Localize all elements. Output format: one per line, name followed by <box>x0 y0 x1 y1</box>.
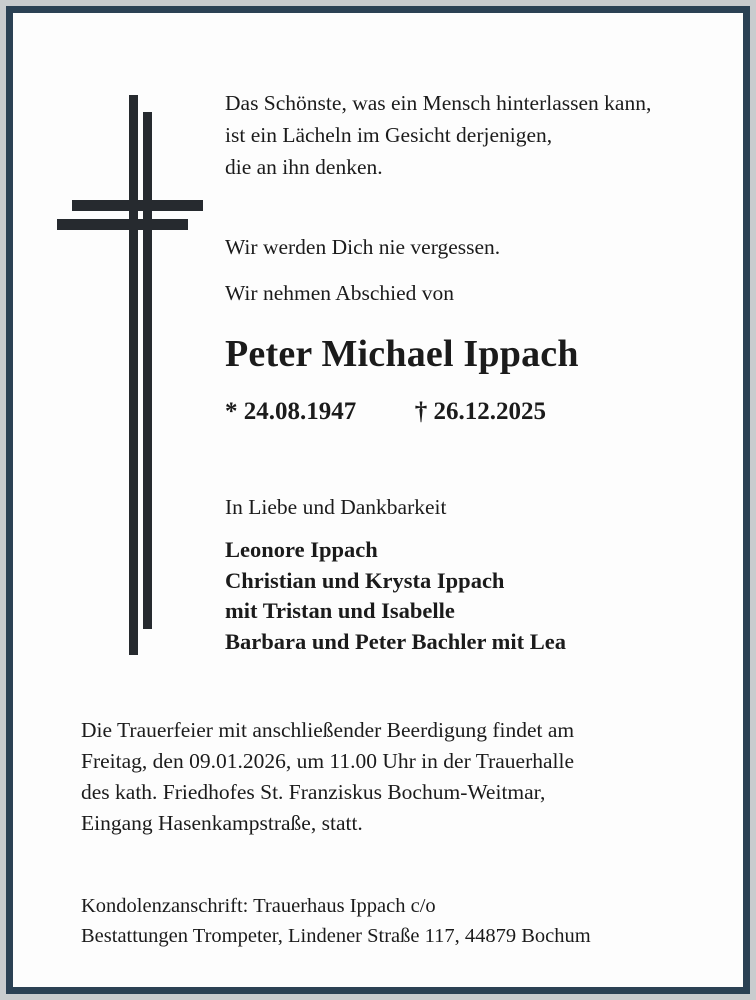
ceremony-line: des kath. Friedhofes St. Franziskus Bochum-Weitmar, <box>81 780 546 804</box>
death-date: 26.12.2025 <box>433 398 546 425</box>
condolence-line: Kondolenzanschrift: Trauerhaus Ippach c/o <box>81 895 436 917</box>
notice-border-frame <box>6 6 750 994</box>
life-dates <box>225 395 703 429</box>
family-member-line: Christian und Krysta Ippach <box>225 567 505 593</box>
farewell-line-remembrance: Wir werden Dich nie vergessen. <box>225 235 501 259</box>
cross-vertical-bar-front <box>129 95 138 655</box>
condolence-line: Bestattungen Trompeter, Lindener Straße 117, 44879 Bochum <box>81 925 591 947</box>
memorial-verse <box>225 87 703 183</box>
family-member-line: Leonore Ippach <box>225 537 378 562</box>
cross-horizontal-bar-lower <box>57 219 188 230</box>
farewell-line-intro: Wir nehmen Abschied von <box>225 281 455 305</box>
notice-content-area <box>13 13 743 987</box>
gratitude-line: In Liebe und Dankbarkeit <box>225 495 447 519</box>
birth-symbol: * <box>225 398 238 425</box>
ceremony-line: Die Trauerfeier mit anschließender Beerdigung findet am <box>81 718 575 742</box>
ceremony-details <box>81 715 703 839</box>
deceased-name: Peter Michael Ippach <box>225 333 579 375</box>
death-symbol: † <box>414 398 428 425</box>
ceremony-line: Eingang Hasenkampstraße, statt. <box>81 811 363 835</box>
family-member-line: mit Tristan und Isabelle <box>225 598 455 623</box>
condolence-address <box>81 891 703 951</box>
cross-horizontal-bar-upper <box>72 200 203 211</box>
verse-line-3: die an ihn denken. <box>225 155 383 179</box>
verse-line-1: Das Schönste, was ein Mensch hinterlassen kann, <box>225 91 652 115</box>
christian-cross-icon <box>49 87 239 667</box>
family-members-list <box>225 535 703 657</box>
ceremony-line: Freitag, den 09.01.2026, um 11.00 Uhr in der Trauerhalle <box>81 749 575 773</box>
verse-line-2: ist ein Lächeln im Gesicht derjenigen, <box>225 123 553 147</box>
cross-vertical-bar-back <box>143 112 152 629</box>
family-member-line: Barbara und Peter Bachler mit Lea <box>225 628 567 654</box>
birth-date: 24.08.1947 <box>243 398 357 425</box>
